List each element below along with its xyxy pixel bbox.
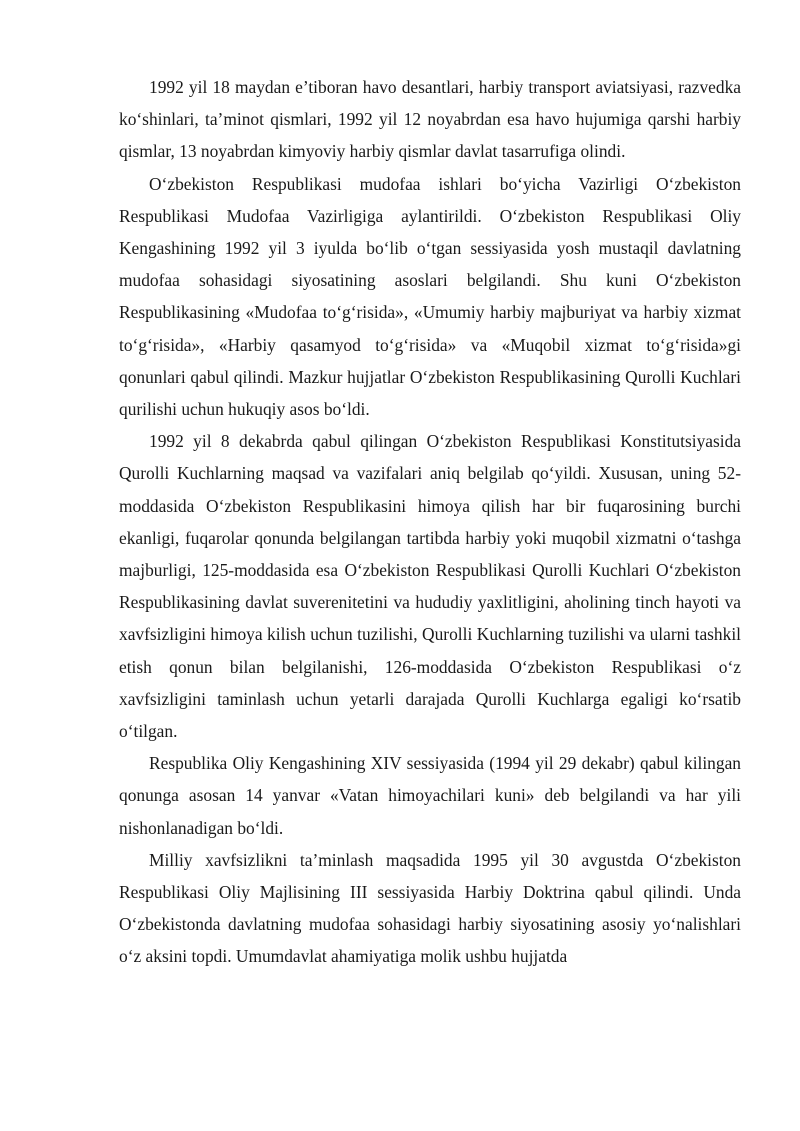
paragraph: Respublika Oliy Kengashining XIV sessiyasida (1994 yil 29 dekabr) qabul kilingan qonunga asosan 14 yanvar «Vatan himoyachilari kuni» deb belgilandi va har yili nishonlanadigan bo‘ldi. [119, 753, 741, 838]
paragraph: 1992 yil 18 maydan e’tiboran havo desantlari, harbiy transport aviatsiyasi, razvedka ko‘shinlari, ta’minot qismlari, 1992 yil 12 noyabrdan esa havo hujumiga qarshi harbiy qismlar, 13 noyabrdan kimyoviy harbiy qismlar davlat tasarrufiga olindi. [119, 77, 741, 162]
paragraph: 1992 yil 8 dekabrda qabul qilingan O‘zbekiston Respublikasi Konstitutsiyasida Qurolli Kuchlarning maqsad va vazifalari aniq belgilab qo‘yildi. Xususan, uning 52-moddasida O‘zbekiston Respublikasini himoya qilish har bir fuqarosining burchi ekanligi, fuqarolar qonunda belgilangan tartibda harbiy yoki muqobil xizmatni o‘tashga majburligi, 125-moddasida esa O‘zbekiston Respublikasi Qurolli Kuchlari O‘zbekiston Respublikasining davlat suverenitetini va hududiy yaxlitligini, aholining tinch hayoti va xavfsizligini himoya kilish uchun tuzilishi, Qurolli Kuchlarning tuzilishi va ularni tashkil etish qonun bilan belgilanishi, 126-moddasida O‘zbekiston Respublikasi o‘z xavfsizligini taminlash uchun yetarli darajada Qurolli Kuchlarga egaligi ko‘rsatib o‘tilgan. [119, 431, 741, 742]
document-page [119, 71, 741, 973]
paragraph: O‘zbekiston Respublikasi mudofaa ishlari bo‘yicha Vazirligi O‘zbekiston Respublikasi Mudofaa Vazirligiga aylantirildi. O‘zbekiston Respublikasi Oliy Kengashining 1992 yil 3 iyulda bo‘lib o‘tgan sessiyasida yosh mustaqil davlatning mudofaa sohasidagi siyosatining asoslari belgilandi. Shu kuni O‘zbekiston Respublikasining «Mudofaa to‘g‘risida», «Umumiy harbiy majburiyat va harbiy xizmat to‘g‘risida», «Harbiy qasamyod to‘g‘risida» va «Muqobil xizmat to‘g‘risida»gi qonunlari qabul qilindi. Mazkur hujjatlar O‘zbekiston Respublikasining Qurolli Kuchlari qurilishi uchun hukuqiy asos bo‘ldi. [119, 173, 741, 420]
paragraph: Milliy xavfsizlikni ta’minlash maqsadida 1995 yil 30 avgustda O‘zbekiston Respublikasi Oliy Majlisining III sessiyasida Harbiy Doktrina qabul qilindi. Unda O‘zbekistonda davlatning mudofaa sohasidagi harbiy siyosatining asosiy yo‘nalishlari o‘z aksini topdi. Umumdavlat ahamiyatiga molik ushbu hujjatda [119, 849, 741, 967]
